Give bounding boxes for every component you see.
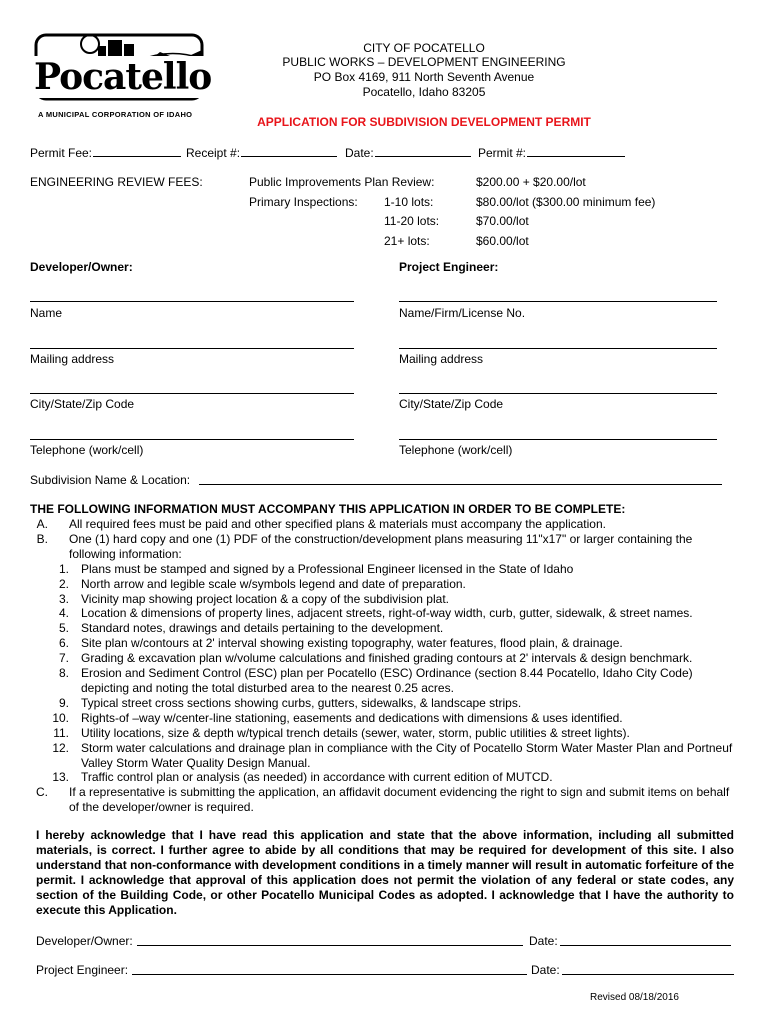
developer-date-input[interactable] <box>560 945 731 946</box>
list-item <box>28 532 740 562</box>
logo-wordmark: Pocatello <box>34 56 212 98</box>
list-item <box>28 711 740 726</box>
item-number: 5. <box>58 621 69 636</box>
developer-field-label: Mailing address <box>30 352 115 366</box>
list-item <box>28 651 740 666</box>
item-text: Vicinity map showing project location & a copy of the subdivision plat. <box>81 591 449 606</box>
item-text: Rights-of –way w/center-line stationing, easements and dedications with dimensions & uses identified. <box>81 710 623 725</box>
subdivision-input[interactable] <box>199 484 722 485</box>
engineer-phone-input[interactable] <box>399 439 717 440</box>
item-number: 9. <box>58 695 69 710</box>
header-line-2: PUBLIC WORKS – DEVELOPMENT ENGINEERING <box>282 55 566 69</box>
developer-date-label: Date: <box>529 934 558 948</box>
developer-signature-label: Developer/Owner: <box>36 934 133 948</box>
item-text: Erosion and Sediment Control (ESC) plan per Pocatello (ESC) Ordinance (section 8.44 Pocatello, Idaho City Code) depicting and noting the total disturbed area to the nearest 0.25 acres. <box>81 666 693 695</box>
developer-signature-input[interactable] <box>137 945 523 946</box>
item-marker: B. <box>36 531 48 546</box>
item-marker: C. <box>36 785 48 800</box>
item-text: Standard notes, drawings and details pertaining to the development. <box>81 621 444 636</box>
list-item <box>28 592 740 607</box>
item-number: 7. <box>58 651 69 666</box>
logo-tagline: A MUNICIPAL CORPORATION OF IDAHO <box>38 110 193 119</box>
list-item <box>28 636 740 651</box>
developer-phone-input[interactable] <box>30 439 354 440</box>
developer-field-label: Name <box>30 306 63 320</box>
item-number: 4. <box>58 606 69 621</box>
header-line-4: Pocatello, Idaho 83205 <box>362 85 486 99</box>
requirements-list <box>28 517 740 815</box>
engineer-city-input[interactable] <box>399 393 717 394</box>
receipt-line <box>241 145 337 157</box>
list-item <box>28 726 740 741</box>
item-number: 1. <box>58 561 69 576</box>
item-marker: A. <box>36 517 48 531</box>
permit-fee-field[interactable] <box>30 145 181 160</box>
engineer-address-input[interactable] <box>399 348 717 349</box>
fee-row-c-3: $60.00/lot <box>476 234 529 248</box>
item-text: Utility locations, size & depth w/typical trench details (sewer, water, storm, public utilities & street lights). <box>81 725 630 740</box>
list-item <box>28 562 740 577</box>
item-text: All required fees must be paid and other specified plans & materials must accompany the application. <box>69 517 606 531</box>
developer-address-input[interactable] <box>30 348 354 349</box>
developer-name-input[interactable] <box>30 301 354 302</box>
item-text: North arrow and legible scale w/symbols legend and date of preparation. <box>81 576 466 591</box>
fee-row-b-3: 21+ lots: <box>384 234 430 248</box>
list-item <box>28 741 740 771</box>
developer-field-label: Telephone (work/cell) <box>30 443 144 457</box>
engineer-field-label: Mailing address <box>399 352 484 366</box>
item-number: 8. <box>58 666 69 681</box>
permit-fee-label: Permit Fee: <box>30 146 93 160</box>
fee-row-a-0: Public Improvements Plan Review: <box>249 175 435 189</box>
permit-no-line <box>527 145 625 157</box>
numbered-items <box>28 562 740 786</box>
engineer-date-input[interactable] <box>562 974 734 975</box>
item-number: 6. <box>58 636 69 651</box>
item-text: Storm water calculations and drainage plan in compliance with the City of Pocatello Storm Water Master Plan and Portneuf Valley Storm Water Quality Design Manual. <box>81 740 733 770</box>
item-text: One (1) hard copy and one (1) PDF of the construction/development plans measuring 11"x17" or larger containing the following information: <box>69 531 693 561</box>
date-field[interactable] <box>345 145 471 160</box>
item-number: 2. <box>58 576 69 591</box>
list-item <box>28 517 740 532</box>
list-item <box>28 696 740 711</box>
subdivision-label: Subdivision Name & Location: <box>30 473 191 487</box>
receipt-field[interactable] <box>186 145 337 160</box>
item-text: Typical street cross sections showing curbs, gutters, sidewalks, & landscape strips. <box>81 695 522 710</box>
list-item <box>28 785 740 815</box>
item-number: 10. <box>52 710 69 725</box>
requirements-heading: THE FOLLOWING INFORMATION MUST ACCOMPANY THIS APPLICATION IN ORDER TO BE COMPLETE: <box>30 502 626 516</box>
item-text: Plans must be stamped and signed by a Professional Engineer licensed in the State of Idaho <box>81 561 574 576</box>
city-logo <box>30 30 212 122</box>
permit-no-label: Permit #: <box>478 146 527 160</box>
engineer-field-label: Name/Firm/License No. <box>399 306 526 320</box>
header-line-3: PO Box 4169, 911 North Seventh Avenue <box>313 70 535 84</box>
revised-date: Revised 08/18/2016 <box>590 992 679 1003</box>
list-item <box>28 577 740 592</box>
fee-row-c-1: $80.00/lot ($300.00 minimum fee) <box>476 195 656 209</box>
permit-no-field[interactable] <box>478 145 625 160</box>
item-text: Traffic control plan or analysis (as needed) in accordance with current edition of MUTCD. <box>81 770 553 785</box>
fee-row-c-2: $70.00/lot <box>476 214 529 228</box>
date-label: Date: <box>345 146 374 160</box>
item-text: Site plan w/contours at 2' interval showing existing topography, water features, flood plain, & drainage. <box>81 636 623 651</box>
item-number: 11. <box>53 725 69 740</box>
engineer-name-input[interactable] <box>399 301 717 302</box>
permit-fee-line <box>93 145 181 157</box>
date-line <box>375 145 471 157</box>
developer-field-label: City/State/Zip Code <box>30 397 135 411</box>
item-number: 12. <box>52 740 69 755</box>
list-item <box>28 770 740 785</box>
list-item <box>28 606 740 621</box>
item-text: Location & dimensions of property lines, adjacent streets, right-of-way width, curb, gutter, sidewalk, & street names. <box>81 606 693 621</box>
receipt-label: Receipt #: <box>186 146 241 160</box>
list-item <box>28 621 740 636</box>
engineer-field-label: City/State/Zip Code <box>399 397 504 411</box>
acknowledgment-text: I hereby acknowledge that I have read this application and state that the above information, including all submitted materials, is correct. I further agree to abide by all conditions that may be required for development of this site. I also understand that non-conformance with development conditions in a timely manner will result in automatic forfeiture of the permit. I acknowledge that approval of this application does not permit the violation of any federal or state codes, any section of the Building Code, or other Pocatello Municipal Codes as adopted. I acknowledge that I have the authority to execute this Application. <box>36 828 734 917</box>
item-number: 13. <box>52 770 69 785</box>
item-text: If a representative is submitting the application, an affidavit document evidencing the right to sign and submit items on behalf of the developer/owner is required. <box>69 785 730 815</box>
fee-row-c-0: $200.00 + $20.00/lot <box>476 175 586 189</box>
fee-row-a-1: Primary Inspections: <box>249 195 358 209</box>
engineer-field-label: Telephone (work/cell) <box>399 443 513 457</box>
item-text: Grading & excavation plan w/volume calculations and finished grading contours at 2' intervals & design benchmark. <box>81 651 693 666</box>
developer-city-input[interactable] <box>30 393 354 394</box>
form-title: APPLICATION FOR SUBDIVISION DEVELOPMENT PERMIT <box>257 115 591 129</box>
list-item <box>28 666 740 696</box>
developer-heading: Developer/Owner: <box>30 260 133 274</box>
engineer-signature-input[interactable] <box>132 974 527 975</box>
engineer-signature-label: Project Engineer: <box>36 963 129 977</box>
engineer-heading: Project Engineer: <box>399 260 499 274</box>
header-line-1: CITY OF POCATELLO <box>363 41 485 55</box>
engineer-date-label: Date: <box>531 963 560 977</box>
review-fees-label: ENGINEERING REVIEW FEES: <box>30 175 203 189</box>
item-number: 3. <box>58 591 69 606</box>
fee-row-b-2: 11-20 lots: <box>384 214 440 228</box>
fee-row-b-1: 1-10 lots: <box>384 195 434 209</box>
